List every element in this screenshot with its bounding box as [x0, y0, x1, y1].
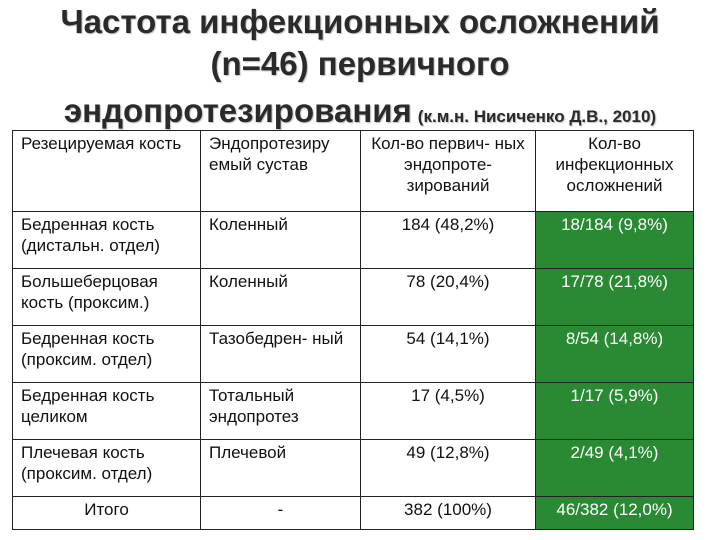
table-row	[13, 269, 694, 326]
cell-infections: 8/54 (14,8%)	[536, 326, 694, 383]
total-label: Итого	[13, 497, 201, 530]
cell-infections: 1/17 (5,9%)	[536, 383, 694, 440]
cell-joint: Тотальный эндопротез	[201, 383, 361, 440]
title-line-2: (n=46) первичного	[210, 45, 510, 82]
header-primary: Кол-во первич- ных эндопроте- зирований	[361, 131, 536, 212]
title-line-3	[0, 92, 720, 130]
cell-joint: Коленный	[201, 212, 361, 269]
cell-primary: 49 (12,8%)	[361, 440, 536, 497]
total-primary: 382 (100%)	[361, 497, 536, 530]
cell-bone: Большеберцовая кость (проксим.)	[13, 269, 201, 326]
title-line-1: Частота инфекционных осложнений	[60, 3, 660, 40]
cell-primary: 78 (20,4%)	[361, 269, 536, 326]
cell-bone: Бедренная кость целиком	[13, 383, 201, 440]
citation: (к.м.н. Нисиченко Д.В., 2010)	[417, 107, 657, 126]
table-total-row	[13, 497, 694, 530]
table-row	[13, 440, 694, 497]
cell-infections: 2/49 (4,1%)	[536, 440, 694, 497]
total-infections: 46/382 (12,0%)	[536, 497, 694, 530]
cell-bone: Плечевая кость (проксим. отдел)	[13, 440, 201, 497]
cell-joint: Тазобедрен- ный	[201, 326, 361, 383]
header-joint: Эндопротезиру емый сустав	[201, 131, 361, 212]
cell-primary: 17 (4,5%)	[361, 383, 536, 440]
cell-infections: 18/184 (9,8%)	[536, 212, 694, 269]
title-line-3-main: эндопротезирования	[63, 92, 412, 129]
table-row	[13, 212, 694, 269]
cell-joint: Плечевой	[201, 440, 361, 497]
table-row	[13, 383, 694, 440]
cell-bone: Бедренная кость (проксим. отдел)	[13, 326, 201, 383]
cell-primary: 184 (48,2%)	[361, 212, 536, 269]
cell-bone: Бедренная кость (дистальн. отдел)	[13, 212, 201, 269]
cell-primary: 54 (14,1%)	[361, 326, 536, 383]
infection-table	[12, 130, 694, 530]
cell-infections: 17/78 (21,8%)	[536, 269, 694, 326]
header-bone: Резецируемая кость	[13, 131, 201, 212]
header-infections: Кол-во инфекционных осложнений	[536, 131, 694, 212]
total-joint: -	[201, 497, 361, 530]
cell-joint: Коленный	[201, 269, 361, 326]
table-row	[13, 326, 694, 383]
table-header-row	[13, 131, 694, 212]
